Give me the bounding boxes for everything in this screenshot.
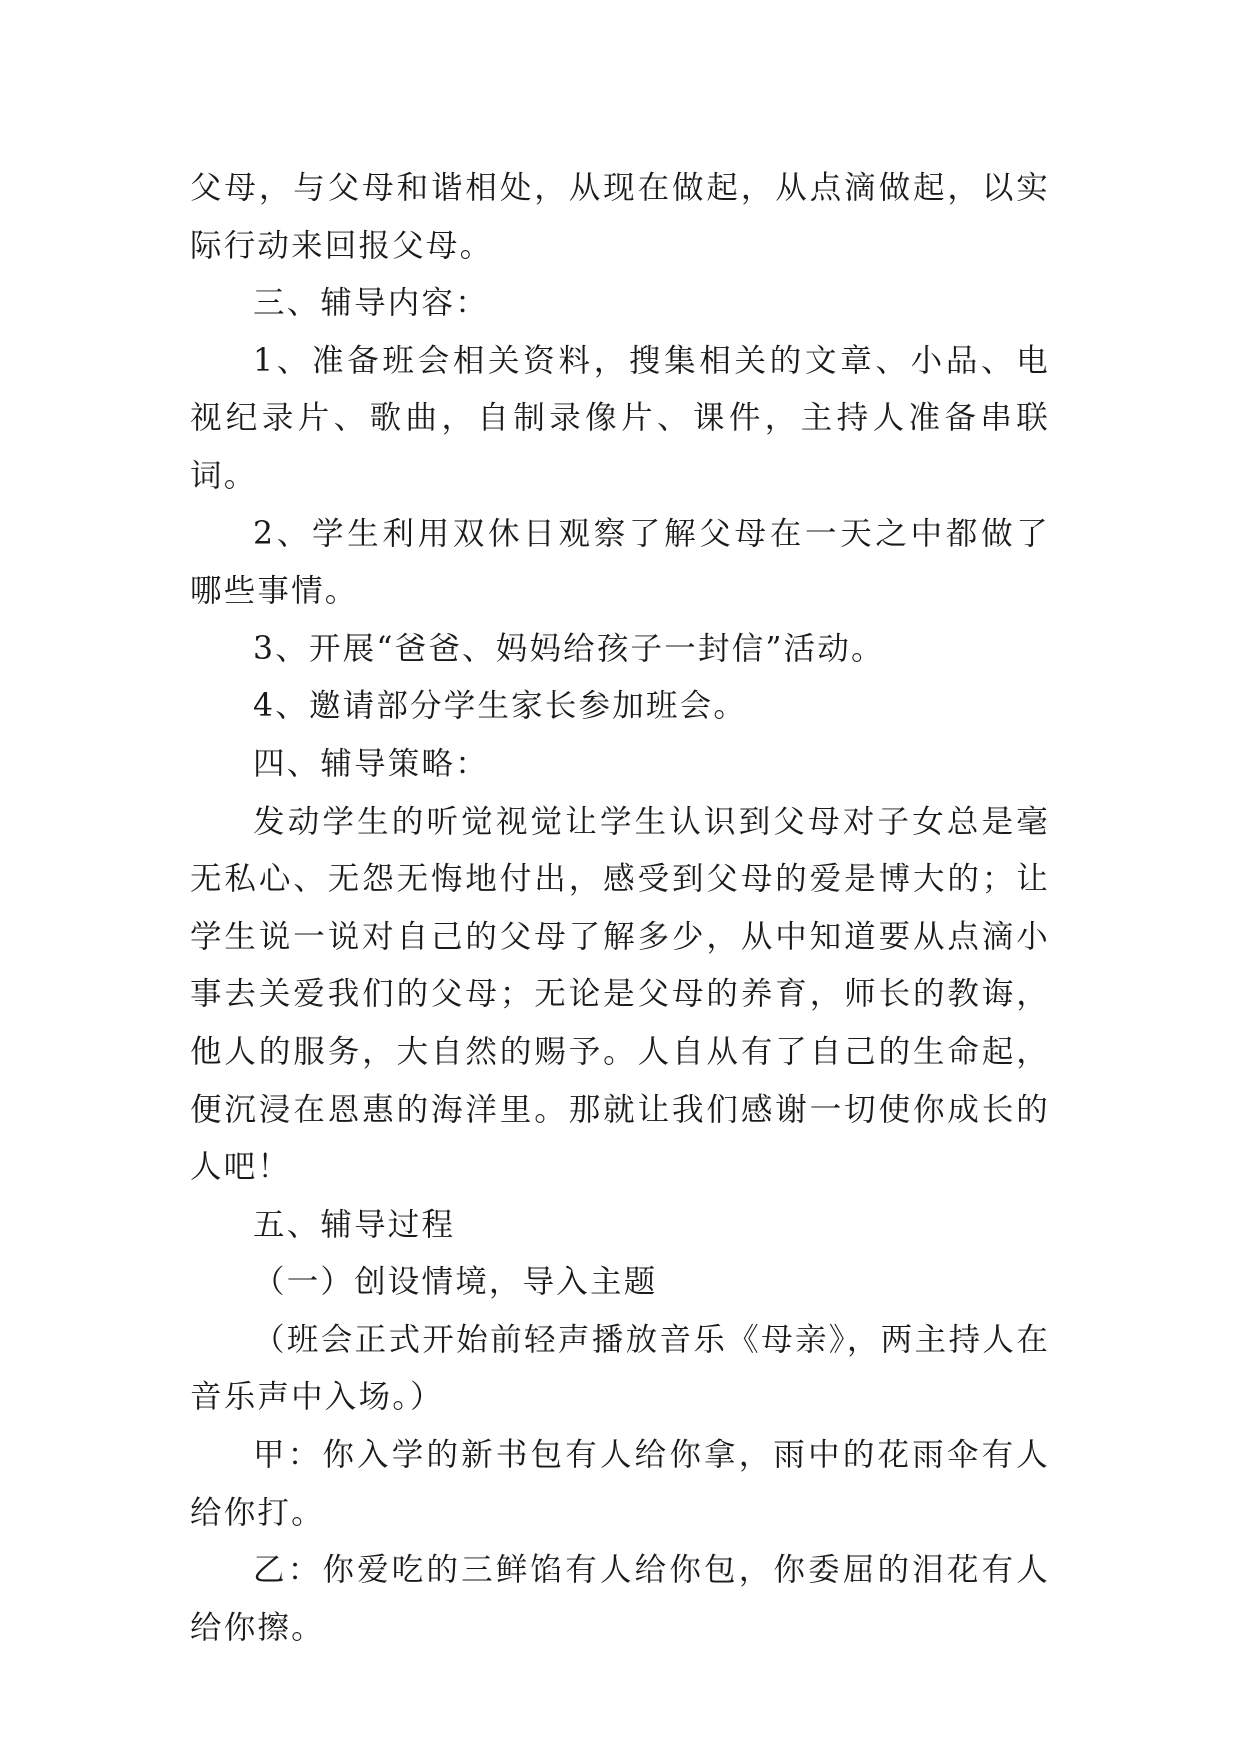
list-item-4: 4、邀请部分学生家长参加班会。 bbox=[253, 688, 748, 725]
paragraph-host-a-line: 甲：你入学的新书包有人给你拿，雨中的花雨伞有人给你打。 bbox=[190, 1437, 1050, 1531]
paragraph-host-b-line: 乙：你爱吃的三鲜馅有人给你包，你委屈的泪花有人给你擦。 bbox=[190, 1552, 1050, 1646]
document-page bbox=[190, 160, 1050, 1657]
section-heading-guidance-content: 三、辅导内容： bbox=[253, 285, 489, 322]
list-item-3: 3、开展“爸爸、妈妈给孩子一封信”活动。 bbox=[253, 630, 885, 667]
paragraph-stage-direction: （班会正式开始前轻声播放音乐《母亲》，两主持人在音乐声中入场。） bbox=[190, 1321, 1050, 1416]
list-item-1: 1、准备班会相关资料，搜集相关的文章、小品、电视纪录片、歌曲，自制录像片、课件，主持人准备串联词。 bbox=[190, 342, 1050, 494]
paragraph-objective-continued: 父母，与父母和谐相处，从现在做起，从点滴做起，以实际行动来回报父母。 bbox=[190, 170, 1050, 264]
section-heading-guidance-process: 五、辅导过程 bbox=[253, 1206, 456, 1243]
list-item-2: 2、学生利用双休日观察了解父母在一天之中都做了哪些事情。 bbox=[190, 515, 1050, 610]
subsection-heading-create-scenario: （一）创设情境，导入主题 bbox=[253, 1264, 658, 1301]
section-heading-guidance-strategy: 四、辅导策略： bbox=[253, 745, 489, 782]
paragraph-strategy-body: 发动学生的听觉视觉让学生认识到父母对子女总是毫无私心、无怨无悔地付出，感受到父母的爱是博大的；让学生说一说对自己的父母了解多少，从中知道要从点滴小事去关爱我们的父母；无论是父母的养育，师长的教诲，他人的服务，大自然的赐予。人自从有了自己的生命起，便沉浸在恩惠的海洋里。那就让我们感谢一切使你成长的人吧！ bbox=[190, 803, 1050, 1186]
